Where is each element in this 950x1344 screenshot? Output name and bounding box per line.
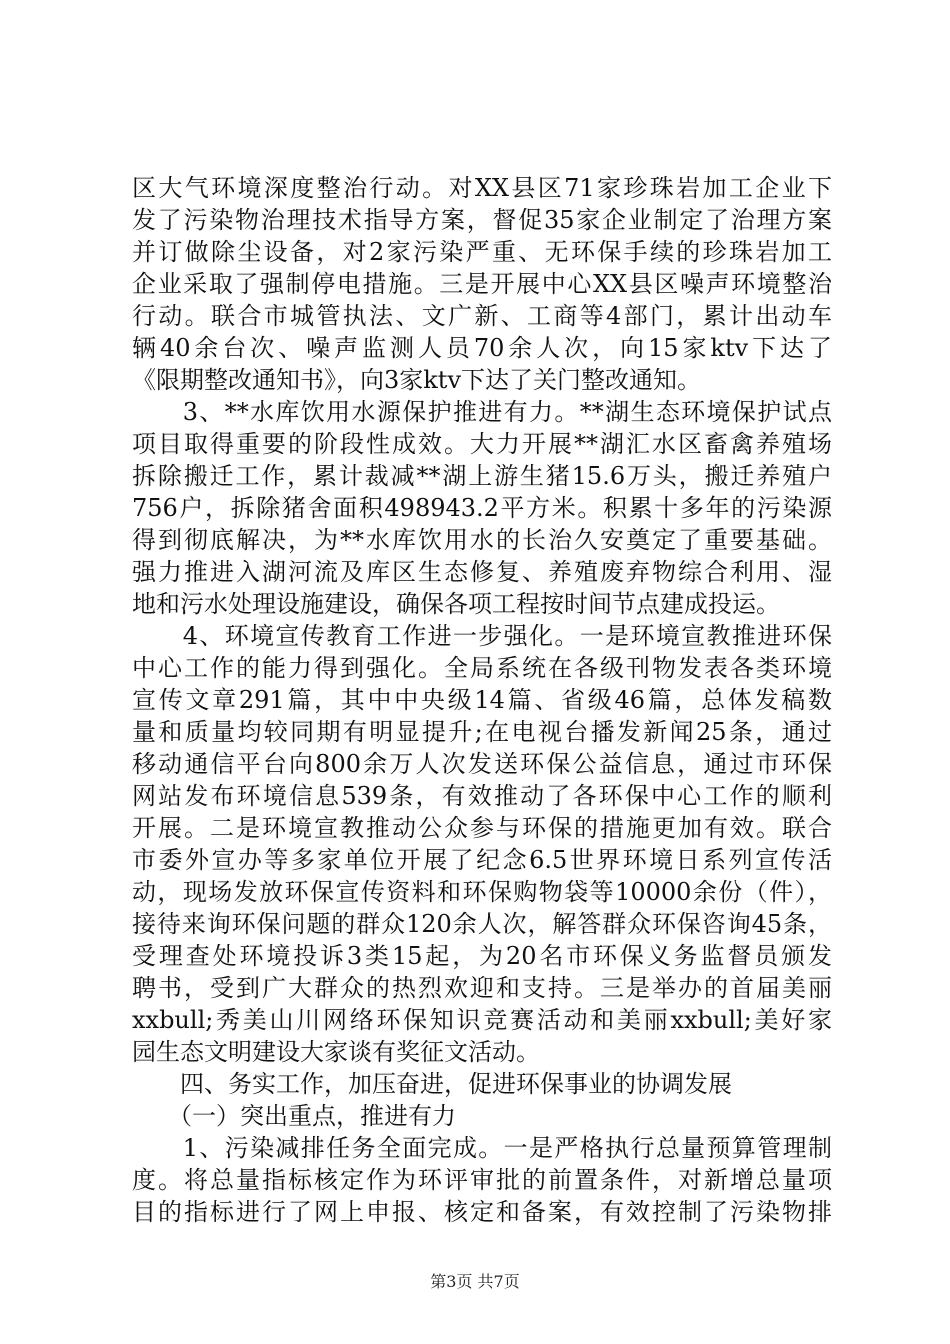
text-line: 辆40余台次、噪声监测人员70余人次，向15家ktv下达了 <box>132 334 832 362</box>
text-line: 企业采取了强制停电措施。三是开展中心XX县区噪声环境整治 <box>132 270 832 298</box>
text-line: 开展。二是环境宣教推动公众参与环保的措施更加有效。联合 <box>132 814 832 842</box>
text-line: 目的指标进行了网上申报、核定和备案，有效控制了污染物排 <box>132 1198 832 1226</box>
text-line: 受理查处环境投诉3类15起，为20名市环保义务监督员颁发 <box>132 942 832 970</box>
text-line: xxbull;秀美山川网络环保知识竞赛活动和美丽xxbull;美好家 <box>132 1006 832 1034</box>
text-line: 网站发布环境信息539条，有效推动了各环保中心工作的顺利 <box>132 782 832 810</box>
text-line: 度。将总量指标核定作为环评审批的前置条件，对新增总量项 <box>132 1166 832 1194</box>
text-line: 中心工作的能力得到强化。全局系统在各级刊物发表各类环境 <box>132 654 832 682</box>
text-line: 发了污染物治理技术指导方案，督促35家企业制定了治理方案 <box>132 206 832 234</box>
text-line: 1、污染减排任务全面完成。一是严格执行总量预算管理制 <box>132 1134 832 1162</box>
text-line: 量和质量均较同期有明显提升;在电视台播发新闻25条，通过 <box>132 718 832 746</box>
text-line: 拆除搬迁工作，累计裁减**湖上游生猪15.6万头，搬迁养殖户 <box>132 462 832 490</box>
text-line: 行动。联合市城管执法、文广新、工商等4部门，累计出动车 <box>132 302 832 330</box>
text-line: 4、环境宣传教育工作进一步强化。一是环境宣教推进环保 <box>132 622 832 650</box>
text-line: 四、务实工作，加压奋进，促进环保事业的协调发展 <box>132 1070 732 1098</box>
text-line: 756户，拆除猪舍面积498943.2平方米。积累十多年的污染源 <box>132 494 832 522</box>
text-line: 动，现场发放环保宣传资料和环保购物袋等10000余份（件）， <box>132 878 832 906</box>
text-line: 移动通信平台向800余万人次发送环保公益信息，通过市环保 <box>132 750 832 778</box>
text-line: 地和污水处理设施建设，确保各项工程按时间节点建成投运。 <box>132 590 780 618</box>
text-line: 得到彻底解决，为**水库饮用水的长治久安奠定了重要基础。 <box>132 526 832 554</box>
text-line: 市委外宣办等多家单位开展了纪念6.5世界环境日系列宣传活 <box>132 846 832 874</box>
text-line: 并订做除尘设备，对2家污染严重、无环保手续的珍珠岩加工 <box>132 238 832 266</box>
text-line: 接待来询环保问题的群众120余人次，解答群众环保咨询45条， <box>132 910 832 938</box>
text-line: 园生态文明建设大家谈有奖征文活动。 <box>132 1038 540 1066</box>
text-line: 宣传文章291篇，其中中央级14篇、省级46篇，总体发稿数 <box>132 686 832 714</box>
text-line: 项目取得重要的阶段性成效。大力开展**湖汇水区畜禽养殖场 <box>132 430 832 458</box>
text-line: 区大气环境深度整治行动。对XX县区71家珍珠岩加工企业下 <box>132 174 832 202</box>
text-line: （一）突出重点，推进有力 <box>132 1102 456 1130</box>
text-line: 强力推进入湖河流及库区生态修复、养殖废弃物综合利用、湿 <box>132 558 832 586</box>
text-line: 聘书，受到广大群众的热烈欢迎和支持。三是举办的首届美丽 <box>132 974 832 1002</box>
page-footer: 第3页 共7页 <box>430 1272 520 1291</box>
document-body <box>132 172 832 1228</box>
text-line: 3、**水库饮用水源保护推进有力。**湖生态环境保护试点 <box>132 398 832 426</box>
text-line: 《限期整改通知书》，向3家ktv下达了关门整改通知。 <box>132 366 702 394</box>
